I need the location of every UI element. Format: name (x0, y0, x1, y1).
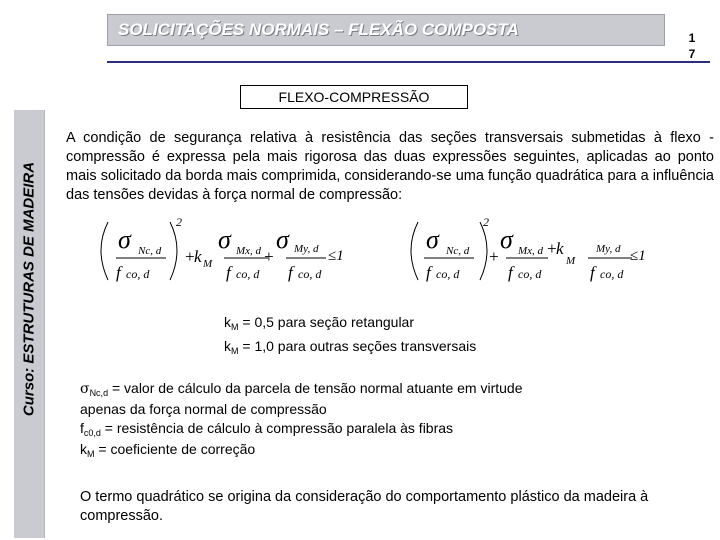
course-label: Curso: ESTRUTURAS DE MADEIRA (20, 161, 38, 417)
title-underline (107, 61, 710, 63)
slide-title-box (107, 14, 665, 46)
km-line: $k_M = 1,0$ para outras seções transversais (224, 338, 477, 356)
f-3: f (288, 263, 293, 282)
plus-1: + (184, 247, 196, 266)
section-subtitle: FLEXO-COMPRESSÃO (240, 85, 468, 109)
sigma-1: σ (118, 225, 131, 254)
formula-svg (90, 212, 670, 302)
sub-co-2: co, d (236, 267, 260, 281)
sub-co-4: co, d (436, 267, 460, 281)
definition-item: $k_M$ = coeficiente de correção (80, 441, 256, 459)
sub-my-1: My, d (294, 243, 319, 255)
k-1: k (194, 247, 202, 266)
intro-paragraph: A condição de segurança relativa à resistência das seções transversais submetidas à flexo -compressão é expressa pela mais rigorosa das duas expressões seguintes, aplicadas ao ponto mais solicitado da borda mais comprimida, considerando-se uma função quadrática para a influência das tensões devidas à força normal de compressão: (66, 130, 714, 203)
sub-co-3: co, d (298, 267, 322, 281)
km-values (224, 311, 476, 359)
sub-my-2: My, d (596, 243, 621, 255)
definition-item: $f_{c0,d}$ = resistência de cálculo à compressão paralela às fibras (80, 420, 454, 438)
sub-co-1: co, d (126, 267, 150, 281)
sub-mx-1: Mx, d (236, 245, 262, 257)
paren-left-2 (411, 222, 418, 280)
k-2: k (556, 239, 564, 258)
plus-3: + (488, 247, 500, 266)
sub-nc-1: Nc, d (138, 245, 162, 257)
page-number: 1 7 (688, 31, 696, 61)
f-1: f (116, 263, 121, 282)
paren-left-1 (101, 222, 108, 280)
sigma-3: σ (276, 225, 289, 254)
closing-paragraph: O termo quadrático se origina da consideração do comportamento plástico da madeira à compressão. (80, 489, 649, 524)
f-2: f (226, 263, 231, 282)
exp-1: 2 (176, 215, 182, 229)
slide-title: SOLICITAÇÕES NORMAIS – FLEXÃO COMPOSTA (118, 20, 519, 39)
plus-2: + (263, 247, 275, 266)
km-line: $k_M = 0,5$ para seção retangular (224, 314, 415, 332)
f-5: f (508, 263, 513, 282)
sub-co-6: co, d (600, 267, 624, 281)
sub-nc-2: Nc, d (446, 245, 470, 257)
sub-co-5: co, d (518, 267, 542, 281)
leq-1: ≤1 (328, 248, 344, 264)
plus-4: + (546, 239, 558, 258)
definition-item: $\sigma_{Nc,d}$ = valor de cálculo da parcela de tensão normal atuante em virtude apenas da força normal de compressão (80, 380, 523, 417)
sigma-4: σ (426, 225, 439, 254)
exp-2: 2 (483, 215, 489, 229)
sub-m-1: M (203, 258, 213, 270)
formula-block (90, 212, 670, 302)
sub-m-2: M (566, 255, 576, 267)
paren-right-2 (480, 222, 487, 280)
f-6: f (590, 263, 595, 282)
sub-mx-2: Mx, d (518, 245, 544, 257)
f-4: f (426, 263, 431, 282)
sigma-5: σ (500, 225, 513, 254)
definitions-list (80, 379, 540, 461)
leq-2: ≤1 (630, 248, 646, 264)
sigma-2: σ (218, 225, 231, 254)
paren-right-1 (170, 222, 177, 280)
